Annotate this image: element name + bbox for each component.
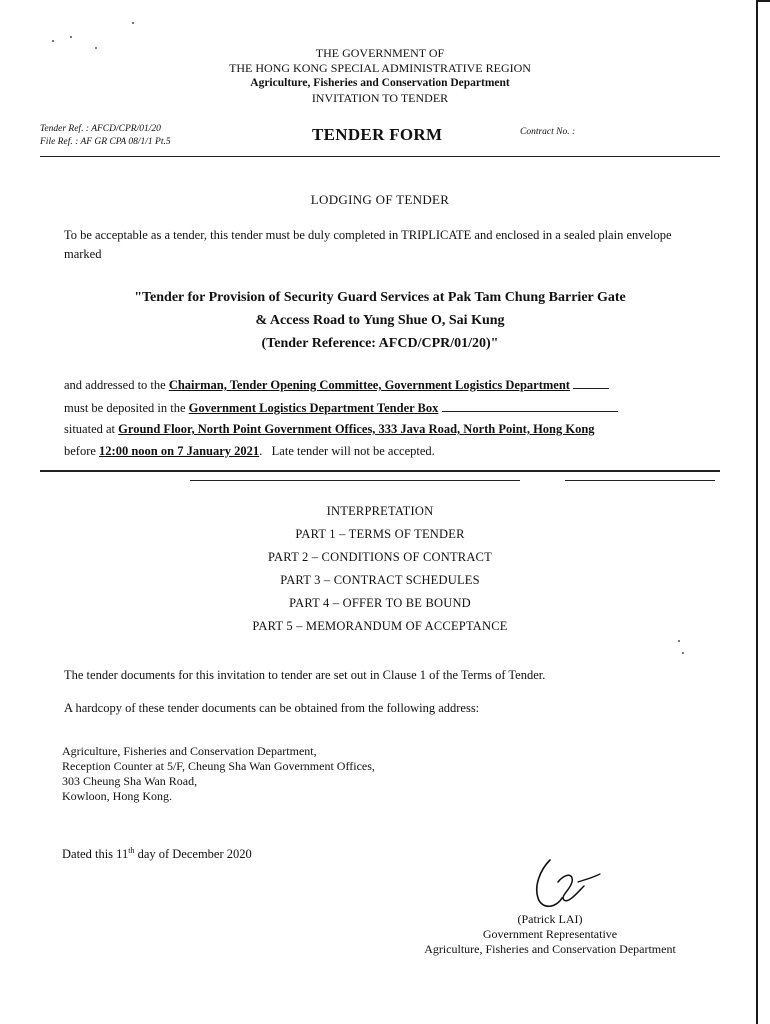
- fill-line: [442, 399, 618, 412]
- deadline-row: before 12:00 noon on 7 January 2021. Late tender will not be accepted.: [64, 444, 435, 458]
- dated-prefix: Dated this 11: [62, 847, 129, 862]
- tender-ref: Tender Ref. : AFCD/CPR/01/20: [40, 124, 161, 134]
- deadline-value: 12:00 noon on 7 January 2021: [99, 444, 260, 458]
- deposited-value: Government Logistics Department Tender Box: [188, 401, 439, 415]
- contents-item: PART 3 – CONTRACT SCHEDULES: [280, 573, 480, 587]
- tender-title-line1: "Tender for Provision of Security Guard Services at Pak Tam Chung Barrier Gate: [134, 290, 626, 305]
- tender-title-line2: & Access Road to Yung Shue O, Sai Kung: [255, 313, 505, 328]
- situated-prefix: situated at: [64, 422, 116, 436]
- signatory-name: (Patrick LAI): [517, 912, 583, 926]
- header-region: THE HONG KONG SPECIAL ADMINISTRATIVE REGION: [229, 61, 531, 75]
- reference-block: [40, 123, 171, 149]
- contents-item: INTERPRETATION: [326, 504, 434, 518]
- contract-no-label: Contract No. :: [520, 127, 576, 137]
- lodging-title: LODGING OF TENDER: [310, 192, 450, 207]
- fill-line: [573, 376, 609, 389]
- collection-address: [62, 744, 375, 804]
- form-title: TENDER FORM: [312, 125, 443, 144]
- hardcopy-note: A hardcopy of these tender documents can be obtained from the following address:: [64, 701, 480, 715]
- signatory-department: Agriculture, Fisheries and Conservation Department: [424, 942, 676, 956]
- header-government: THE GOVERNMENT OF: [315, 46, 445, 60]
- docs-note: The tender documents for this invitation to tender are set out in Clause 1 of the Terms of Tender.: [64, 668, 546, 682]
- file-ref: File Ref. : AF GR CPA 08/1/1 Pt.5: [40, 137, 171, 147]
- addressed-row: [64, 376, 609, 393]
- signatory-block: [380, 912, 720, 957]
- addressed-value: Chairman, Tender Opening Committee, Government Logistics Department: [168, 378, 570, 392]
- addressed-prefix: and addressed to the: [64, 378, 166, 392]
- contents-item: PART 1 – TERMS OF TENDER: [295, 527, 465, 541]
- scan-speck: [678, 640, 680, 642]
- address-line: 303 Cheung Sha Wan Road,: [62, 774, 198, 788]
- address-line: Reception Counter at 5/F, Cheung Sha Wan Government Offices,: [62, 759, 375, 773]
- scan-speck: [682, 652, 684, 654]
- situated-value: Ground Floor, North Point Government Offices, 333 Java Road, North Point, Hong Kong: [118, 422, 595, 436]
- scan-speck: [70, 36, 72, 38]
- header-invitation: INVITATION TO TENDER: [311, 91, 449, 105]
- dated-line: [62, 846, 252, 862]
- section-divider-thin: [565, 480, 715, 481]
- before-prefix: before: [64, 444, 96, 458]
- lodging-intro: To be acceptable as a tender, this tender must be duly completed in TRIPLICATE and enclosed in a sealed plain envelope marked: [64, 228, 672, 261]
- situated-row: [64, 422, 595, 437]
- dated-rest: day of December 2020: [137, 847, 252, 862]
- deposited-prefix: must be deposited in the: [64, 401, 186, 415]
- signatory-role: Government Representative: [482, 927, 618, 941]
- header-department: Agriculture, Fisheries and Conservation Department: [250, 77, 510, 89]
- document-header: [0, 46, 760, 106]
- scan-speck: [132, 22, 134, 24]
- contents-item: PART 4 – OFFER TO BE BOUND: [289, 596, 471, 610]
- header-divider: [40, 156, 720, 157]
- contents-item: PART 2 – CONDITIONS OF CONTRACT: [268, 550, 492, 564]
- address-line: Kowloon, Hong Kong.: [62, 789, 172, 803]
- dated-suffix: th: [128, 846, 135, 855]
- late-note: Late tender will not be accepted.: [271, 444, 435, 458]
- tender-title-line3: (Tender Reference: AFCD/CPR/01/20)": [261, 336, 499, 351]
- page-edge-top: [758, 0, 770, 2]
- section-divider: [40, 470, 720, 472]
- scan-speck: [52, 40, 54, 42]
- address-line: Agriculture, Fisheries and Conservation Department,: [62, 744, 317, 758]
- section-divider-thin: [190, 480, 520, 481]
- contents-item: PART 5 – MEMORANDUM OF ACCEPTANCE: [252, 619, 508, 633]
- deposited-row: [64, 399, 618, 416]
- contents-list: [0, 500, 760, 638]
